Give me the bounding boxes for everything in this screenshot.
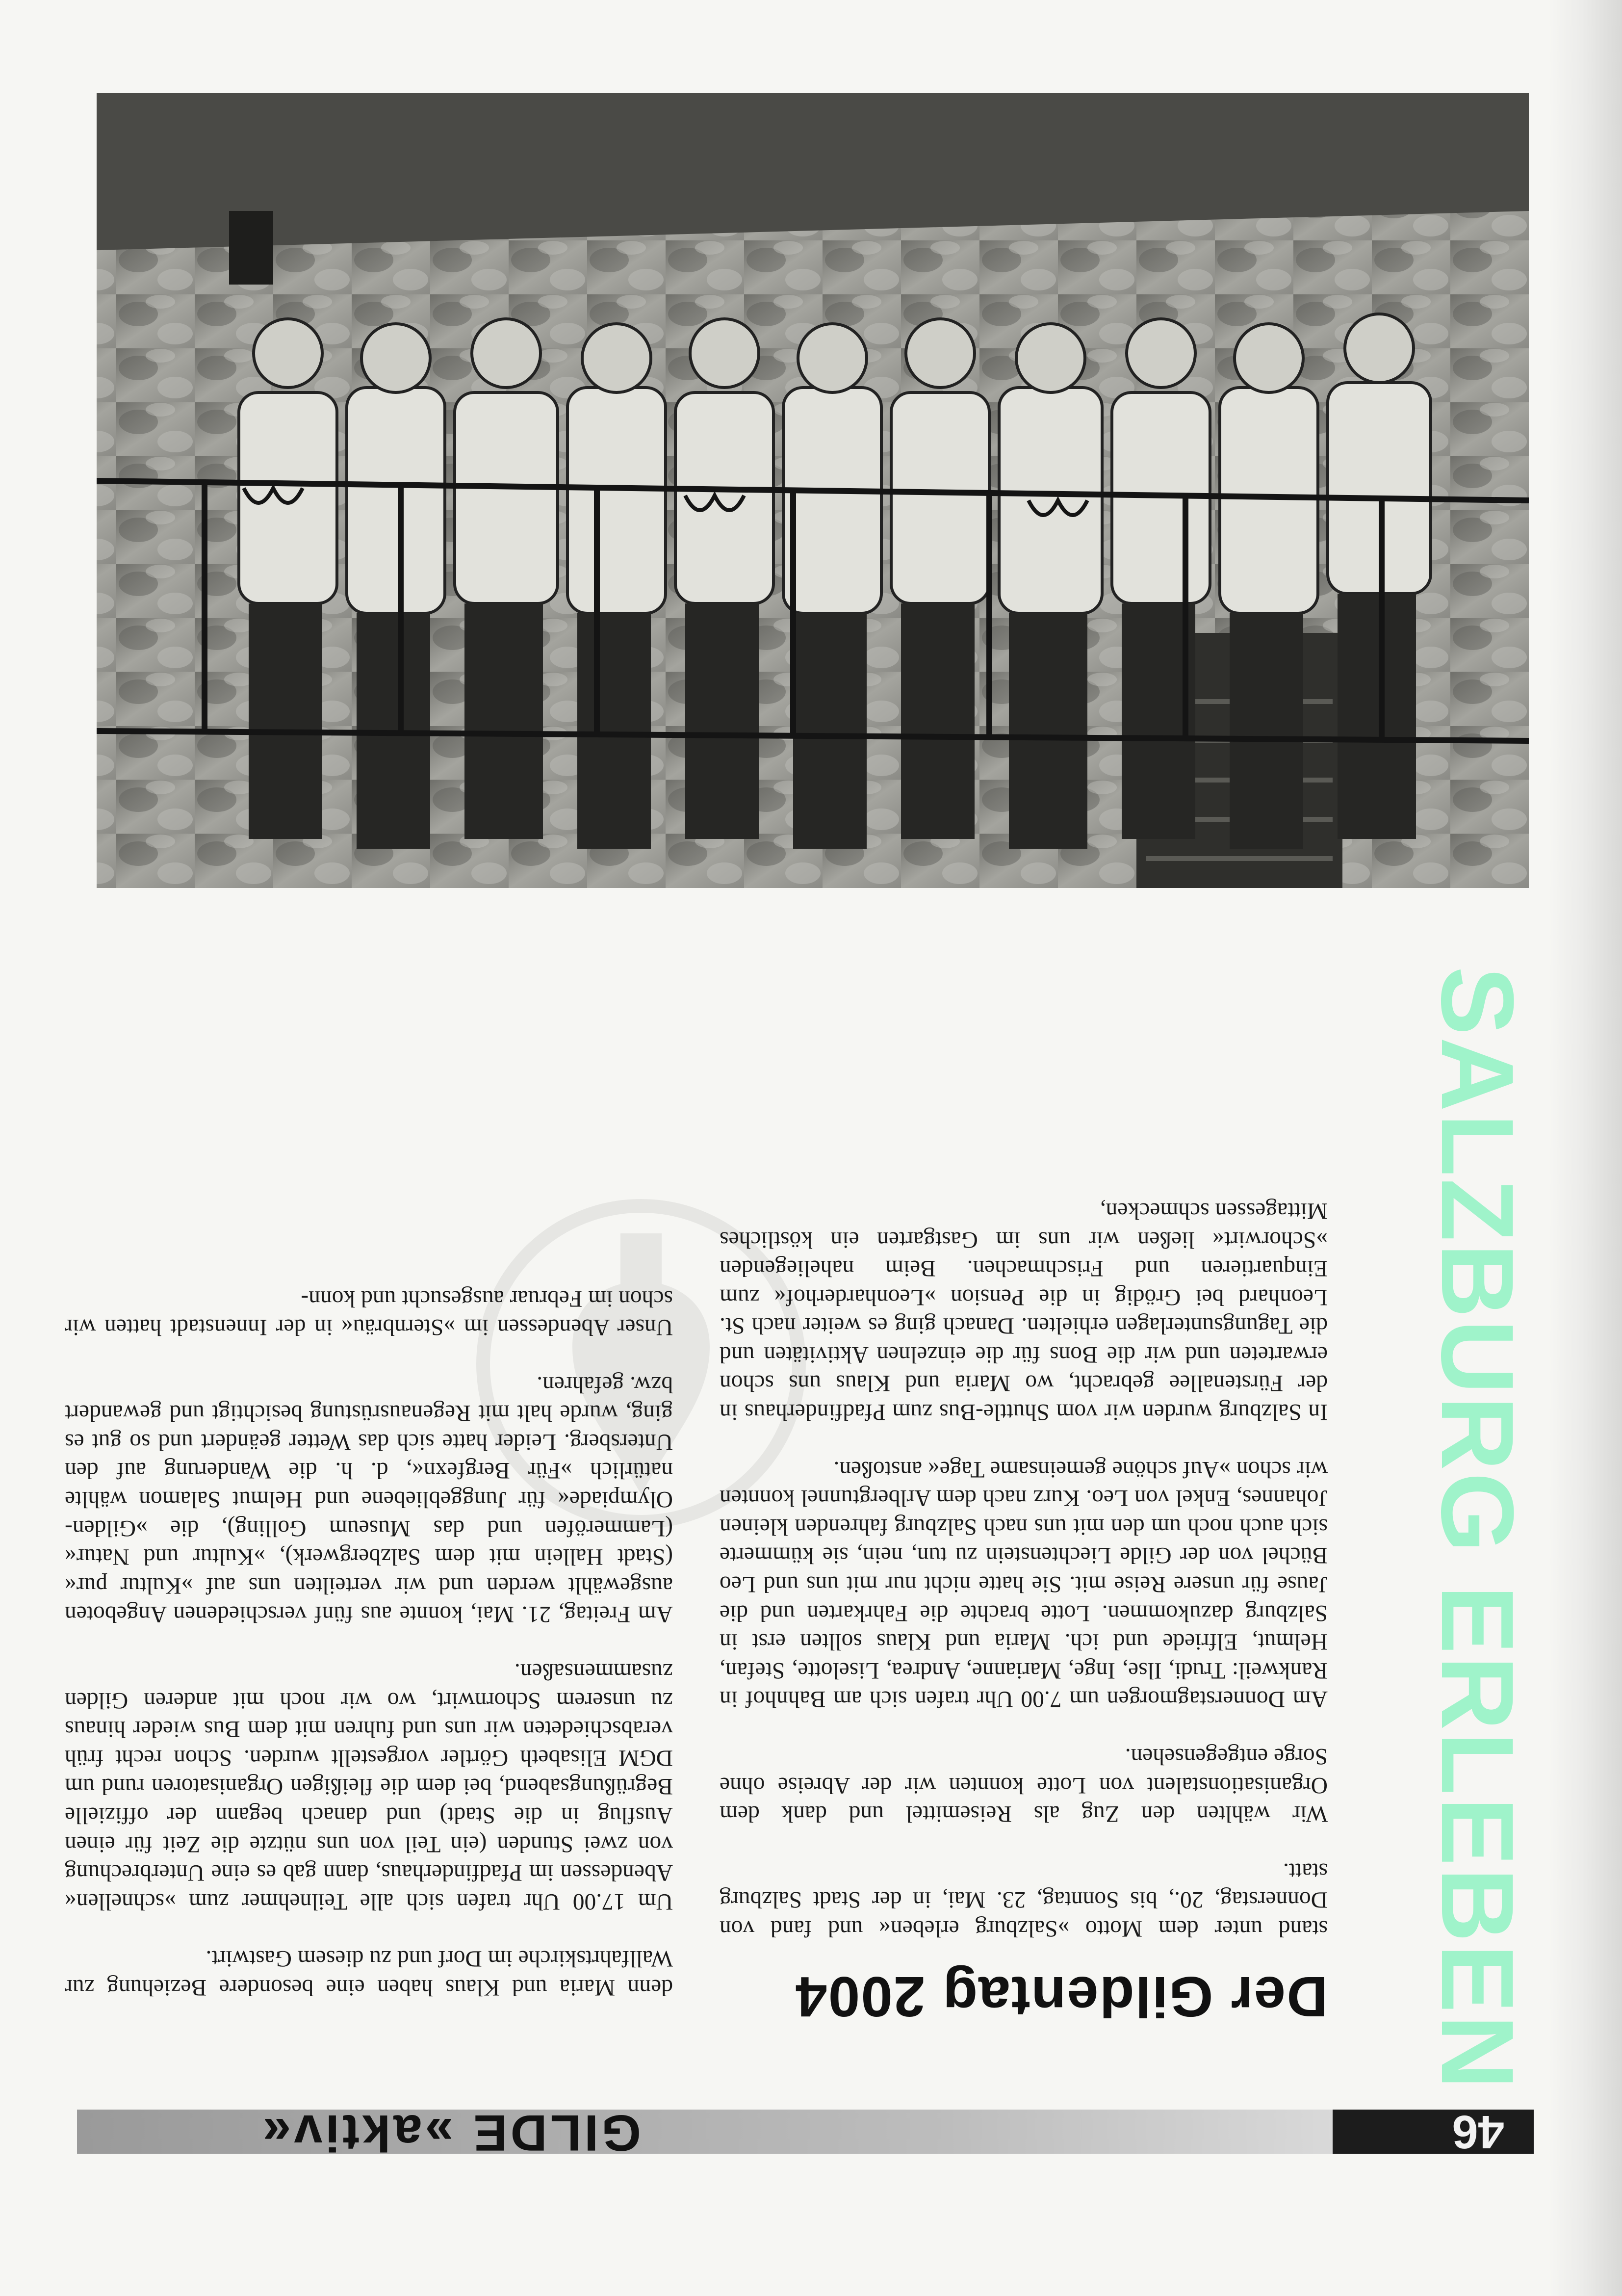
paragraph: In Salzburg wurden wir vom Shuttle-Bus zum Pfadfinderhaus in der Fürstenallee gebracht, wo Maria und Klaus uns schon erwarteten und wir die Bons für die einzelnen Aktivitäten und die Tagungsunterlagen erhielten. Danach ging es weiter nach St. Leonhard bei Grödig in die Pension »Leonharderhof« zum Einquartieren und Frischmachen. Beim naheliegenden »Schorwirt« ließen wir uns im Gastgarten ein köstliches Mittagessen schmecken, (720, 1198, 1328, 1425)
article-column-right (65, 903, 673, 2002)
paragraph: denn Maria und Klaus haben eine besondere Beziehung zur Wallfahrtskirche im Dorf und zu diesem Gastwirt. (65, 1946, 673, 2000)
paragraph: Um 17.00 Uhr trafen sich alle Teilnehmer zum »schnellen« Abendessen im Pfadfinderhaus, dann gab es eine Unterbrechung von zwei Stunden (ein Teil von uns nützte die Zeit für einen Ausflug in die Stadt) und danach begann der offizielle Begrüßungsabend, bei dem die fleißigen Organisatoren rund um DGM Elisabeth Görtler vorgestellt wurden. Schon recht früh verabschiedeten wir uns und fuhren mit dem Bus wieder hinaus zu unserem Schornwirt, wo wir noch mit anderen Gilden zusammensaßen. (65, 1659, 673, 1914)
page-number: 46 (1452, 2106, 1504, 2158)
side-title (1420, 966, 1535, 2095)
article-title: Der Gildentag 2004 (795, 1965, 1328, 2029)
paragraph: Am Freitag, 21. Mai, konnte aus fünf verschiedenen Angeboten ausgewählt werden und wir verteilten uns auf »Kultur pur« (Stadt Hallein mit dem Salzbergwerk), »Kultur und Natur« (Lammeröfen und das Museum Golling), die »Gilden-Olympiade« für Junggebliebene und Helmut Salamon wählte natürlich »Für Bergfexn«, d. h. die Wanderung auf den Untersberg. Leider hatte sich das Wetter geändert und so gut es ging, wurde halt mit Regenausrüstung besichtigt und gewandert bzw. gefahren. (65, 1371, 673, 1627)
binding-shadow (1548, 0, 1622, 2296)
side-title-text: SALZBURG ERLEBEN (1420, 966, 1535, 2091)
paragraph: stand unter dem Motto »Salzburg erleben« und fand von Donnerstag, 20., bis Sonntag, 23. Mai, in der Stadt Salzburg statt. (720, 1858, 1328, 1941)
paragraph: Am Donnerstagmorgen um 7.00 Uhr trafen sich am Bahnhof in Rankweil: Trudi, Ilse, Inge, Marianne, Andrea, Liselotte, Stefan, Helmut, Elfriede und ich. Maria und Klaus sollten erst in Salzburg dazukommen. Lotte brachte die Fahrkarten und die Jause für unsere Reise mit. Sie hatte nicht nur mit uns und Leo Büchel von der Gilde Liechtenstein zu tun, nein, sie kümmerte sich auch noch um den mit uns nach Salzburg fahrenden kleinen Johannes, Enkel von Leo. Kurz nach dem Arlbergtunnel konnten wir schon »Auf schöne gemeinsame Tage« anstoßen. (720, 1456, 1328, 1712)
article-column-left (720, 903, 1328, 1943)
publication-title: GILDE »aktiv« (259, 2104, 641, 2161)
group-photo (97, 93, 1529, 888)
paragraph: Wir wählten den Zug als Reisemittel und dank dem Organisationstalent von Lotte konnten wir der Abreise ohne Sorge entgegensehen. (720, 1744, 1328, 1827)
paragraph: Unser Abendessen im »Sternbräu« in der Innenstadt hatten wir schon im Februar ausgesucht und konn- (65, 1285, 673, 1340)
group-photo-drawing (97, 93, 1529, 888)
